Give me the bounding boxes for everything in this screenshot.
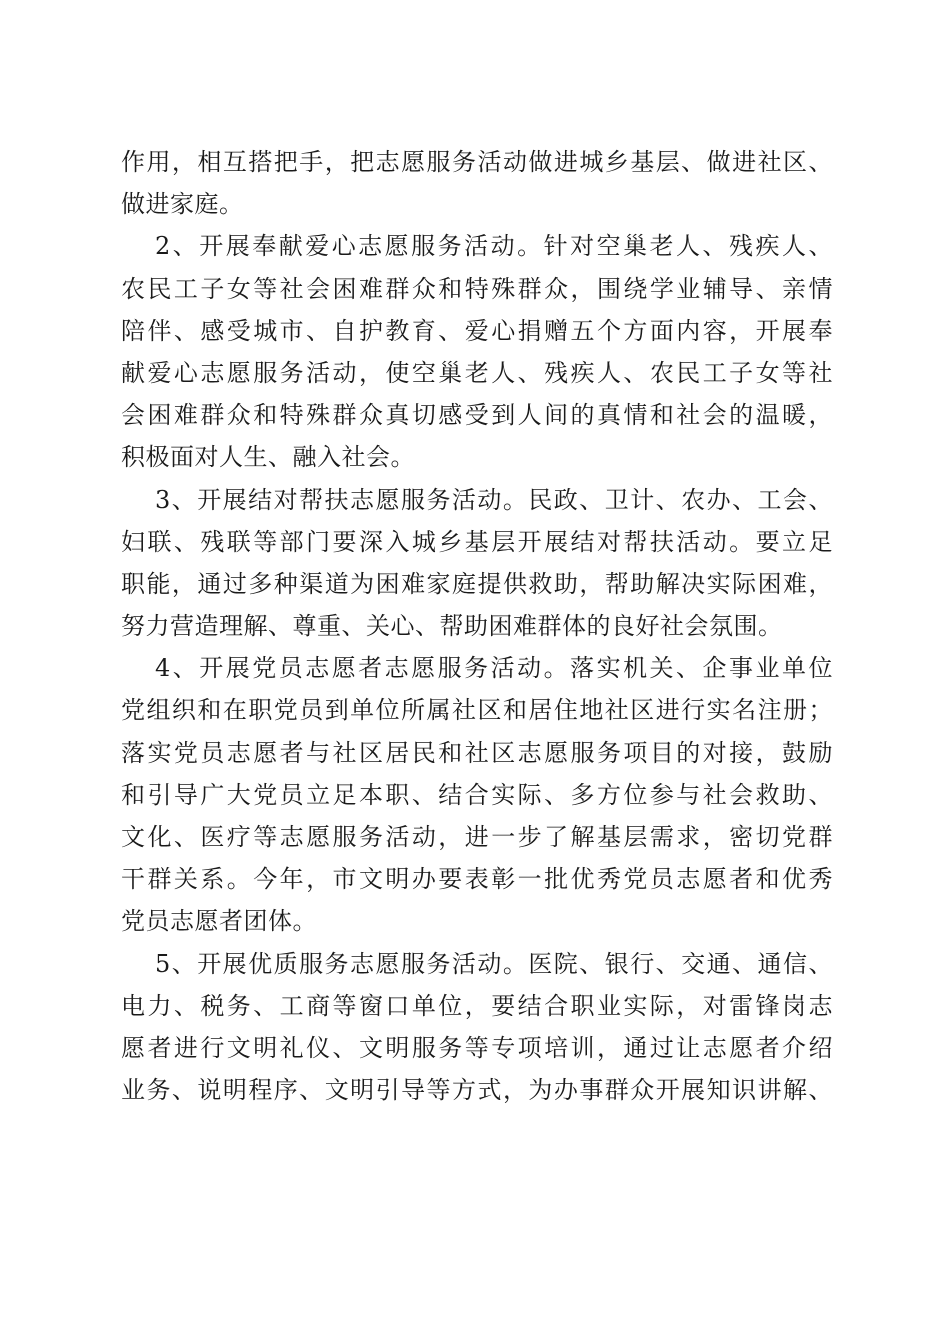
text-line: 业务、说明程序、文明引导等方式，为办事群众开展知识讲解、: [121, 1076, 833, 1105]
text-line: 妇联、残联等部门要深入城乡基层开展结对帮扶活动。要立足: [121, 527, 833, 556]
text-line: 职能，通过多种渠道为困难家庭提供救助，帮助解决实际困难，: [121, 569, 833, 598]
paragraph-start-line: 2、开展奉献爱心志愿服务活动。针对空巢老人、残疾人、: [155, 232, 833, 261]
paragraph-start-line: 4、开展党员志愿者志愿服务活动。落实机关、企事业单位: [155, 654, 833, 683]
text-line: 落实党员志愿者与社区居民和社区志愿服务项目的对接，鼓励: [121, 738, 833, 767]
text-line: 积极面对人生、融入社会。: [121, 443, 415, 472]
text-line: 做进家庭。: [121, 190, 244, 219]
text-line: 努力营造理解、尊重、关心、帮助困难群体的良好社会氛围。: [121, 612, 783, 641]
document-body: [121, 141, 833, 1111]
text-line: 和引导广大党员立足本职、结合实际、多方位参与社会救助、: [121, 780, 833, 809]
text-line: 党员志愿者团体。: [121, 907, 317, 936]
paragraph-start-line: 5、开展优质服务志愿服务活动。医院、银行、交通、通信、: [155, 949, 833, 978]
text-line: 文化、医疗等志愿服务活动，进一步了解基层需求，密切党群: [121, 823, 833, 851]
text-line: 陪伴、感受城市、自护教育、爱心捐赠五个方面内容，开展奉: [121, 316, 833, 345]
paragraph-start-line: 3、开展结对帮扶志愿服务活动。民政、卫计、农办、工会、: [155, 485, 833, 514]
text-line: 电力、税务、工商等窗口单位，要结合职业实际，对雷锋岗志: [121, 991, 833, 1020]
text-line: 农民工子女等社会困难群众和特殊群众，围绕学业辅导、亲情: [121, 274, 833, 303]
text-line: 会困难群众和特殊群众真切感受到人间的真情和社会的温暖，: [121, 401, 833, 430]
text-line: 愿者进行文明礼仪、文明服务等专项培训，通过让志愿者介绍: [121, 1033, 833, 1062]
text-line: 作用，相互搭把手，把志愿服务活动做进城乡基层、做进社区、: [121, 148, 833, 176]
text-line: 党组织和在职党员到单位所属社区和居住地社区进行实名注册；: [121, 696, 833, 725]
text-line: 献爱心志愿服务活动，使空巢老人、残疾人、农民工子女等社: [121, 358, 833, 387]
text-line: 干群关系。今年，市文明办要表彰一批优秀党员志愿者和优秀: [121, 865, 833, 894]
